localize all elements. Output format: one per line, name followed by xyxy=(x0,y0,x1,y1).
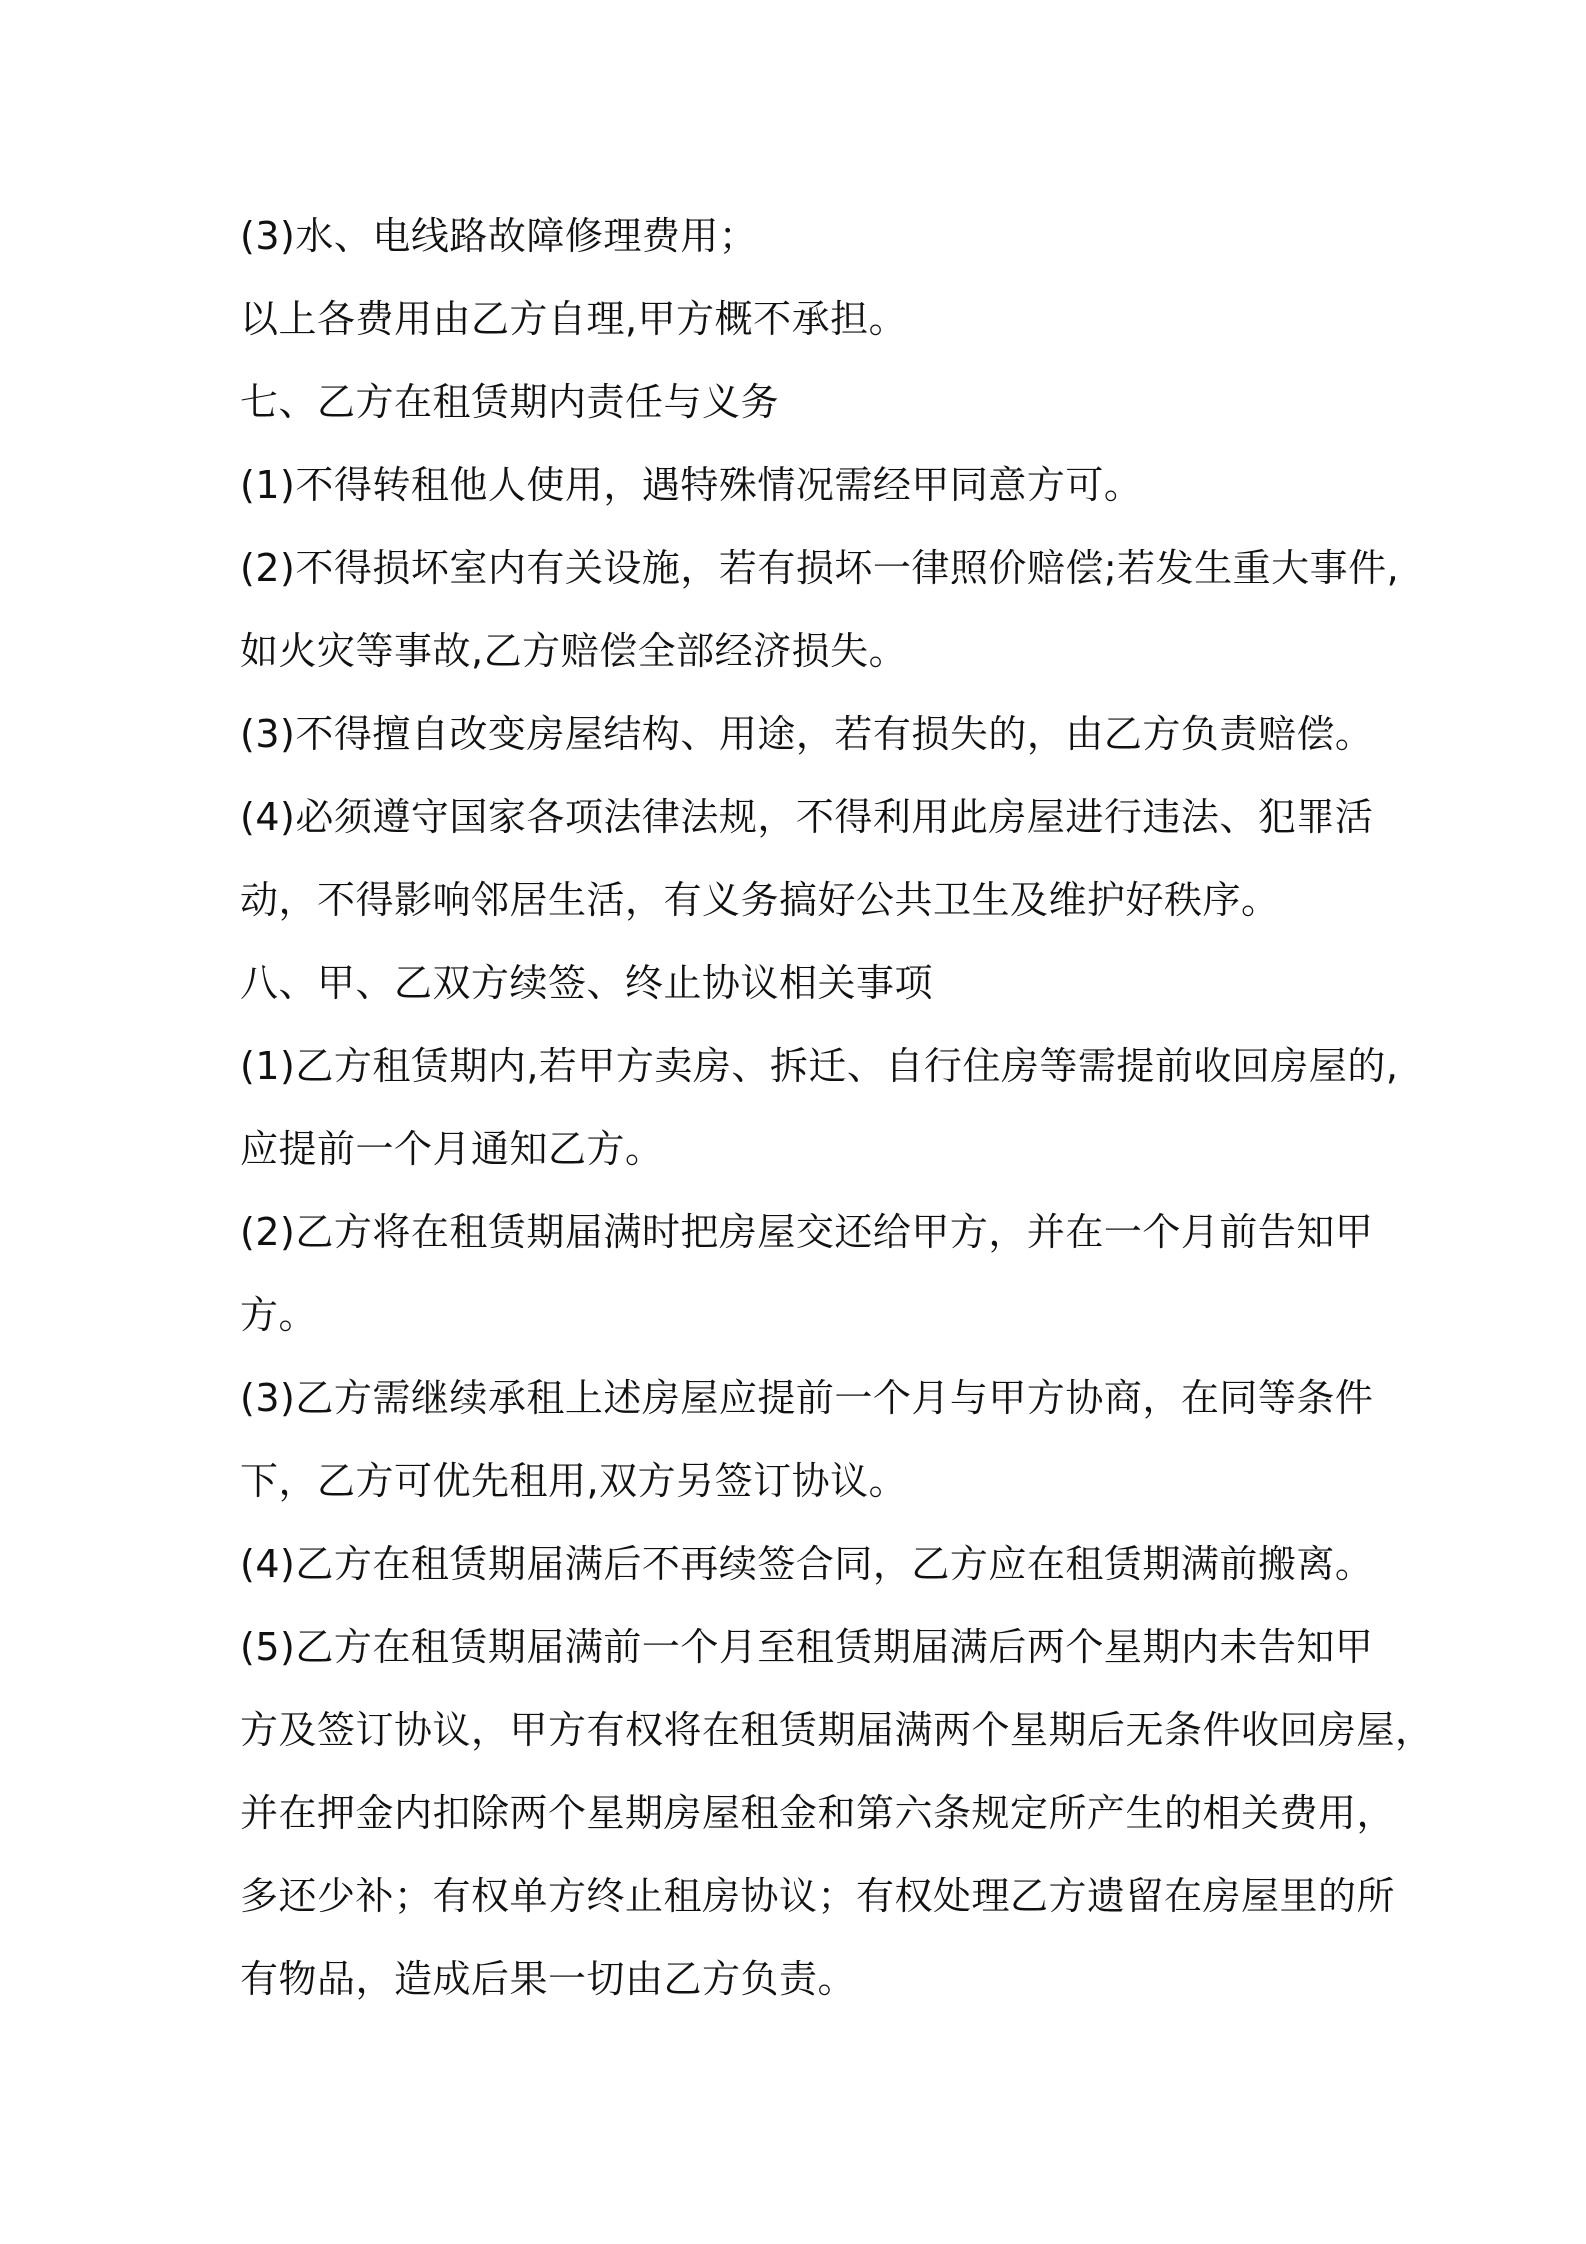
text-line: 下，乙方可优先租用,双方另签订协议。 xyxy=(240,1459,908,1503)
text-line: 方。 xyxy=(240,1293,318,1337)
text-line: (4)必须遵守国家各项法律法规，不得利用此房屋进行违法、犯罪活 xyxy=(240,795,1374,839)
text-line: (3)乙方需继续承租上述房屋应提前一个月与甲方协商，在同等条件 xyxy=(240,1376,1374,1420)
text-line: 如火灾等事故,乙方赔偿全部经济损失。 xyxy=(240,629,908,673)
text-line: (5)乙方在租赁期届满前一个月至租赁期届满后两个星期内未告知甲 xyxy=(240,1625,1374,1669)
text-line: 方及签订协议，甲方有权将在租赁期届满两个星期后无条件收回房屋， xyxy=(240,1708,1434,1752)
text-line: (3)水、电线路故障修理费用； xyxy=(240,214,758,258)
document-body xyxy=(240,195,1434,2021)
section-heading: 七、乙方在租赁期内责任与义务 xyxy=(240,380,780,424)
text-line: (4)乙方在租赁期届满后不再续签合同，乙方应在租赁期满前搬离。 xyxy=(240,1542,1374,1586)
text-line: (2)乙方将在租赁期届满时把房屋交还给甲方，并在一个月前告知甲 xyxy=(240,1210,1374,1254)
text-line: 动，不得影响邻居生活，有义务搞好公共卫生及维护好秩序。 xyxy=(240,878,1280,922)
text-line: 多还少补；有权单方终止租房协议；有权处理乙方遗留在房屋里的所 xyxy=(240,1874,1396,1918)
text-line: 有物品，造成后果一切由乙方负责。 xyxy=(240,1957,857,2001)
text-line: (2)不得损坏室内有关设施，若有损坏一律照价赔偿;若发生重大事件, xyxy=(240,546,1400,590)
section-heading: 八、甲、乙双方续签、终止协议相关事项 xyxy=(240,961,934,1005)
text-line: (1)乙方租赁期内,若甲方卖房、拆迁、自行住房等需提前收回房屋的, xyxy=(240,1044,1399,1088)
text-line: (3)不得擅自改变房屋结构、用途，若有损失的，由乙方负责赔偿。 xyxy=(240,712,1374,756)
text-line: 应提前一个月通知乙方。 xyxy=(240,1127,664,1171)
text-line: 并在押金内扣除两个星期房屋租金和第六条规定所产生的相关费用， xyxy=(240,1791,1396,1835)
text-line: (1)不得转租他人使用，遇特殊情况需经甲同意方可。 xyxy=(240,463,1143,507)
text-line: 以上各费用由乙方自理,甲方概不承担。 xyxy=(240,297,908,341)
